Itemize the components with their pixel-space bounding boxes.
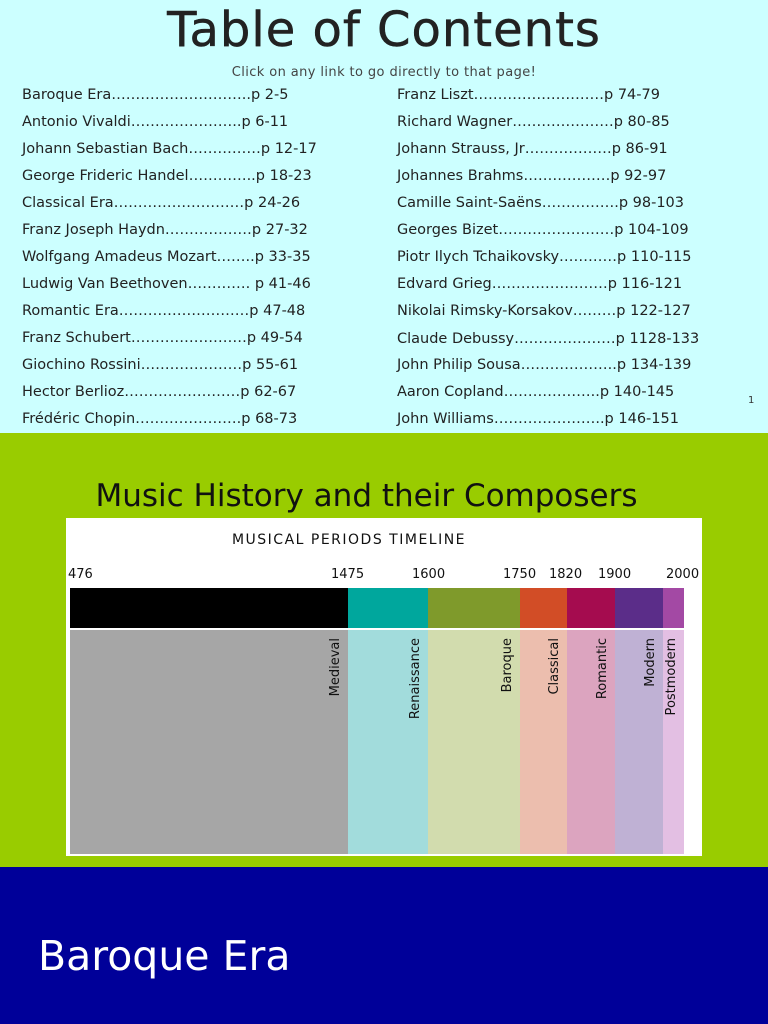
- toc-subtitle: Click on any link to go directly to that page!: [231, 65, 537, 80]
- timeline-year-label: 476: [68, 567, 93, 582]
- toc-link-copland[interactable]: Aaron Copland………………..p 140-145: [397, 384, 675, 400]
- timeline-year-label: 1900: [598, 567, 632, 582]
- timeline-period-label: Classical: [547, 638, 562, 695]
- toc-link-liszt[interactable]: Franz Liszt………………………p 74-79: [397, 87, 660, 103]
- toc-link-berlioz[interactable]: Hector Berlioz……………………p 62-67: [22, 384, 297, 400]
- timeline-year-label: 1475: [331, 567, 365, 582]
- timeline-year-label: 2000: [666, 567, 700, 582]
- page-number: 1: [748, 395, 755, 406]
- toc-link-romantic-era[interactable]: Romantic Era………………………p 47-48: [22, 303, 306, 319]
- toc-link-chopin[interactable]: Frédéric Chopin………………….p 68-73: [22, 411, 298, 427]
- toc-link-vivaldi[interactable]: Antonio Vivaldi…………………..p 6-11: [22, 114, 289, 130]
- toc-link-baroque-era[interactable]: Baroque Era………………………..p 2-5: [22, 87, 289, 103]
- toc-link-bach[interactable]: Johann Sebastian Bach……………p 12-17: [22, 141, 317, 157]
- timeline-year-label: 1750: [503, 567, 537, 582]
- toc-link-haydn[interactable]: Franz Joseph Haydn………………p 27-32: [22, 222, 308, 238]
- timeline-bar-classical: [520, 588, 567, 628]
- toc-link-handel[interactable]: George Frideric Handel…………..p 18-23: [22, 168, 312, 184]
- timeline-bar-medieval: [70, 588, 348, 628]
- toc-link-wagner[interactable]: Richard Wagner…………………p 80-85: [397, 114, 670, 130]
- timeline-bar-renaissance: [348, 588, 428, 628]
- toc-link-bizet[interactable]: Georges Bizet……………………p 104-109: [397, 222, 689, 238]
- timeline-period-label: Postmodern: [664, 638, 679, 716]
- timeline-period-label: Baroque: [500, 638, 515, 693]
- toc-link-saint-saens[interactable]: Camille Saint-Saëns…………….p 98-103: [397, 195, 685, 211]
- toc-left-column: [22, 82, 317, 433]
- timeline-bar-postmodern: [663, 588, 684, 628]
- music-history-heading: Music History and their Composers: [95, 478, 638, 514]
- timeline-period-label: Modern: [643, 638, 658, 687]
- toc-right-column: [397, 82, 717, 433]
- timeline-year-label: 1600: [412, 567, 446, 582]
- toc-link-williams[interactable]: John Williams…………………..p 146-151: [397, 411, 679, 427]
- timeline-period-label: Medieval: [328, 638, 343, 697]
- toc-title: Table of Contents: [167, 2, 601, 58]
- timeline-period-label: Renaissance: [408, 638, 423, 720]
- toc-link-rossini[interactable]: Giochino Rossini…………………p 55-61: [22, 357, 299, 373]
- toc-link-debussy[interactable]: Claude Debussy…………………p 1128-133: [397, 331, 700, 347]
- toc-link-strauss[interactable]: Johann Strauss, Jr………………p 86-91: [397, 141, 668, 157]
- timeline-year-label: 1820: [549, 567, 583, 582]
- toc-link-classical-era[interactable]: Classical Era………………………p 24-26: [22, 195, 301, 211]
- timeline-period-label: Romantic: [595, 638, 610, 700]
- baroque-era-slide: [0, 867, 768, 1024]
- toc-link-schubert[interactable]: Franz Schubert……………………p 49-54: [22, 330, 303, 346]
- toc-link-brahms[interactable]: Johannes Brahms………………p 92-97: [397, 168, 667, 184]
- musical-periods-timeline: [66, 518, 702, 856]
- toc-link-rimsky-korsakov[interactable]: Nikolai Rimsky-Korsakov………p 122-127: [397, 303, 691, 319]
- timeline-bar-baroque: [428, 588, 520, 628]
- timeline-bar-modern: [615, 588, 663, 628]
- timeline-fill-medieval: [70, 630, 348, 854]
- toc-link-beethoven[interactable]: Ludwig Van Beethoven…………. p 41-46: [22, 276, 311, 292]
- toc-link-mozart[interactable]: Wolfgang Amadeus Mozart……..p 33-35: [22, 249, 311, 265]
- table-of-contents-slide: [0, 0, 768, 433]
- toc-link-tchaikovsky[interactable]: Piotr Ilych Tchaikovsky…………p 110-115: [397, 249, 692, 265]
- timeline-title: MUSICAL PERIODS TIMELINE: [231, 532, 467, 548]
- baroque-era-title: Baroque Era: [38, 932, 291, 980]
- toc-link-sousa[interactable]: John Philip Sousa………………..p 134-139: [397, 357, 692, 373]
- toc-link-grieg[interactable]: Edvard Grieg……………………p 116-121: [397, 276, 683, 292]
- timeline-bar-romantic: [567, 588, 615, 628]
